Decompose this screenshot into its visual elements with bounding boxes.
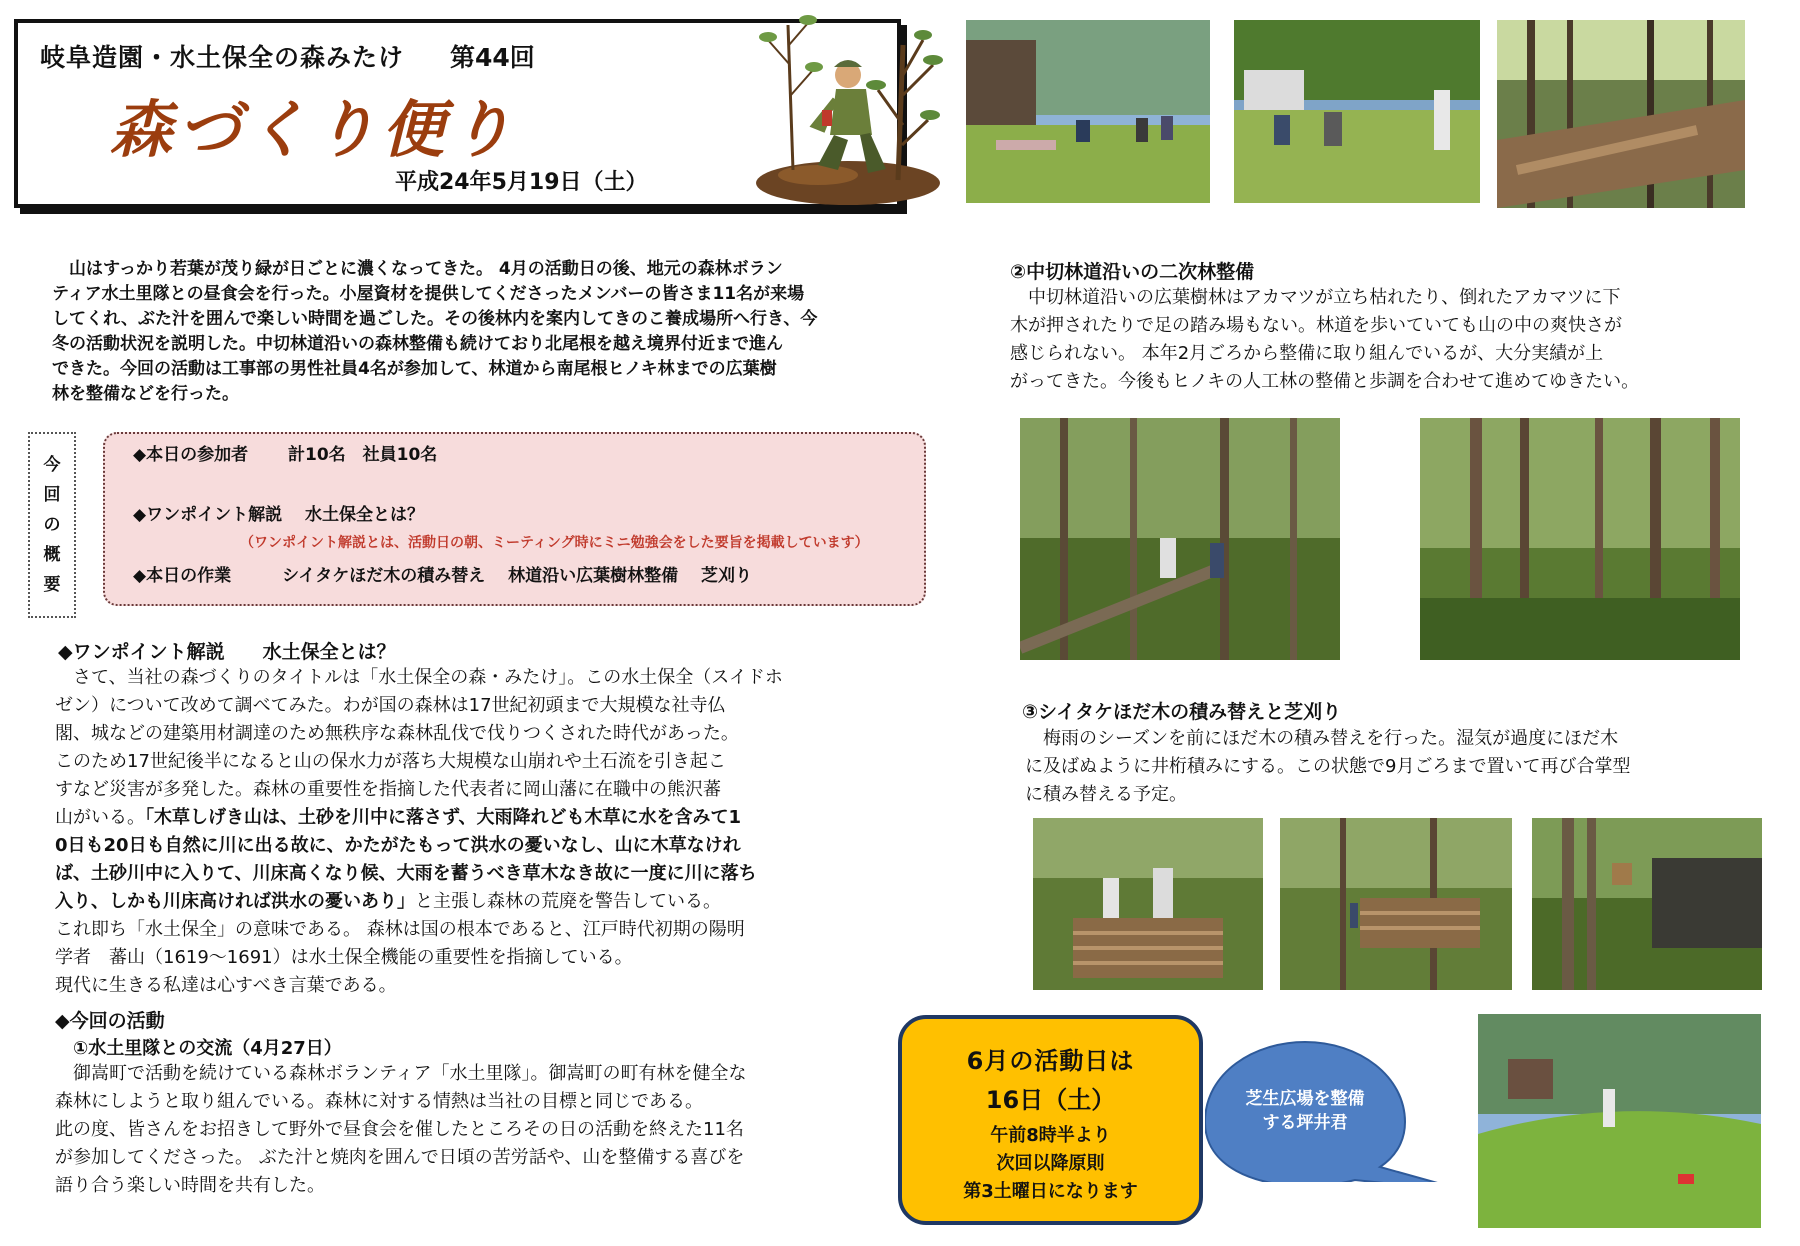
overview-participants: ◆本日の参加者 計10名 社員10名: [133, 445, 438, 465]
onepoint-after-line: 学者 蕃山（1619～1691）は水土保全機能の重要性を指摘している。: [55, 947, 633, 968]
next-activity-date: 16日（土）: [985, 1086, 1116, 1114]
bubble-text-line: 芝生広場を整備: [1245, 1089, 1365, 1109]
onepoint-line: 山がいる。: [55, 807, 145, 828]
section2-body: [1010, 284, 1790, 396]
intro-paragraph: [52, 257, 902, 407]
quote-line: 0日も20日も自然に川に出る故に、かたがたもって洪水の憂いなし、山に木草なけれ: [55, 835, 741, 856]
overview-label-char: の: [43, 515, 61, 535]
activity-subheading: ①水土里隊との交流（4月27日）: [55, 1038, 342, 1059]
overview-label: [28, 432, 76, 618]
issue-date: 平成24年5月19日（土）: [395, 170, 648, 195]
onepoint-line: ゼン）について改めて調べてみた。わが国の森林は17世紀初頭まで大規模な社寺仏: [55, 695, 726, 716]
overview-note: （ワンポイント解説とは、活動日の朝、ミーティング時にミニ勉強会をした要旨を掲載しています）: [240, 535, 869, 551]
quote-tail: と主張し森林の荒廃を警告している。: [415, 891, 721, 912]
onepoint-heading: ◆ワンポイント解説 水土保全とは？: [58, 641, 396, 663]
onepoint-line: このため17世紀後半になると山の保水力が落ち大規模な山崩れや土石流を引き起こ: [55, 751, 726, 772]
section2-line: 感じられない。 本年2月ごろから整備に取り組んでいるが、大分実績が上: [1010, 343, 1604, 364]
planting-illustration: [748, 5, 948, 210]
overview-label-char: 要: [43, 575, 61, 595]
photo-forest-clearing-1: [1020, 418, 1340, 660]
onepoint-line: 閣、城などの建築用材調達のため無秩序な森林乱伐で伐りつくされた時代があった。: [55, 723, 739, 744]
intro-line: 林を整備などを行った。: [52, 384, 239, 404]
photo-forest-clearing-2: [1420, 418, 1740, 660]
section2-heading: ②中切林道沿いの二次林整備: [1010, 261, 1255, 283]
overview-onepoint: ◆ワンポイント解説 水土保全とは？: [133, 505, 424, 525]
activity-line: 語り合う楽しい時間を共有した。: [55, 1175, 325, 1196]
photo-lunch-gathering-2: [1234, 20, 1480, 203]
intro-line: してくれ、ぶた汁を囲んで楽しい時間を過ごした。その後林内を案内してきのこ養成場所へ行き、今: [52, 309, 818, 329]
section2-line: 中切林道沿いの広葉樹林はアカマツが立ち枯れたり、倒れたアカマツに下: [1010, 287, 1621, 308]
intro-line: 山はすっかり若葉が茂り緑が日ごとに濃くなってきた。 4月の活動日の後、地元の森林ボラン: [52, 259, 783, 279]
activity-line: 御嵩町で活動を続けている森林ボランティア「水土里隊」。御嵩町の町有林を健全な: [55, 1063, 747, 1084]
next-activity-rule: 次回以降原則: [996, 1153, 1105, 1174]
photo-lunch-gathering-1: [966, 20, 1210, 203]
onepoint-body: [55, 664, 905, 1000]
overview-work: ◆本日の作業 シイタケほだ木の積み替え 林道沿い広葉樹林整備 芝刈り: [133, 566, 753, 586]
quote-line: 「木草しげき山は、土砂を川中に落さず、大雨降れども木草に水を含みて1: [145, 807, 742, 828]
onepoint-line: すなど災害が多発した。森林の重要性を指摘した代表者に岡山藩に在職中の熊沢蕃: [55, 779, 721, 800]
section2-line: がってきた。今後もヒノキの人工林の整備と歩調を合わせて進めてゆきたい。: [1010, 371, 1640, 392]
activity-line: 森林にしようと取り組んでいる。森林に対する情熱は当社の目標と同じである。: [55, 1091, 703, 1112]
activity-body: [55, 1060, 905, 1200]
photo-lawn-mowing: [1478, 1014, 1761, 1228]
onepoint-after-line: 現代に生きる私達は心すべき言葉である。: [55, 975, 397, 996]
section3-body: [1025, 725, 1795, 809]
intro-line: 冬の活動状況を説明した。中切林道沿いの森林整備も続けており北尾根を越え境界付近まで進ん: [52, 334, 783, 354]
quote-line: 入り、しかも川床高ければ洪水の憂いあり」: [55, 891, 415, 912]
newsletter-series: 岐阜造園・水土保全の森みたけ: [40, 43, 405, 72]
onepoint-line-with-quote: [55, 804, 905, 832]
overview-label-char: 今: [43, 455, 61, 475]
bubble-text-line: する坪井君: [1262, 1113, 1348, 1133]
section3-line: に及ばぬように井桁積みにする。この状態で9月ごろまで置いて再び合掌型: [1025, 756, 1631, 777]
photo-log-stacking-1: [1033, 818, 1263, 990]
section3-heading: ③シイタケほだ木の積み替えと芝刈り: [1022, 701, 1342, 723]
next-activity-time: 午前8時半より: [990, 1125, 1111, 1146]
activity-line: 此の度、皆さんをお招きして野外で昼食会を催したところその日の活動を終えた11名: [55, 1119, 744, 1140]
overview-label-char: 回: [43, 485, 61, 505]
quote-end-line: [55, 888, 905, 916]
speech-bubble: [1205, 1032, 1475, 1182]
section3-line: に積み替える予定。: [1025, 784, 1187, 805]
next-activity-box: [898, 1015, 1203, 1225]
intro-line: できた。今回の活動は工事部の男性社員4名が参加して、林道から南尾根ヒノキ林までの広葉樹: [52, 359, 777, 379]
intro-line: ティア水土里隊との昼食会を行った。小屋資材を提供してくださったメンバーの皆さま11名が来場: [52, 284, 805, 304]
next-activity-schedule: 第3土曜日になります: [963, 1181, 1138, 1202]
activity-heading: ◆今回の活動: [55, 1010, 165, 1032]
photo-log-stacking-2: [1280, 818, 1512, 990]
onepoint-line: さて、当社の森づくりのタイトルは「水土保全の森・みたけ」。この水土保全（スイドホ: [55, 667, 783, 688]
quote-line: ば、土砂川中に入りて、川床高くなり候、大雨を蓄うべき草木なき故に一度に川に落ち: [55, 863, 757, 884]
onepoint-after-line: これ即ち「水土保全」の意味である。 森林は国の根本であると、江戸時代初期の陽明: [55, 919, 745, 940]
overview-label-char: 概: [43, 545, 61, 565]
section3-line: 梅雨のシーズンを前にほだ木の積み替えを行った。湿気が過度にほだ木: [1025, 728, 1619, 749]
section2-line: 木が押されたりで足の踏み場もない。林道を歩いていても山の中の爽快さが: [1010, 315, 1622, 336]
next-activity-title: 6月の活動日は: [966, 1047, 1135, 1075]
photo-mushroom-logs-slope: [1497, 20, 1745, 208]
activity-line: が参加してくださった。 ぶた汁と焼肉を囲んで日頃の苦労話や、山を整備する喜びを: [55, 1147, 745, 1168]
issue-number: 第44回: [450, 43, 535, 72]
newsletter-title: 森づくり便り: [110, 93, 519, 166]
photo-mushroom-logs-shade: [1532, 818, 1762, 990]
